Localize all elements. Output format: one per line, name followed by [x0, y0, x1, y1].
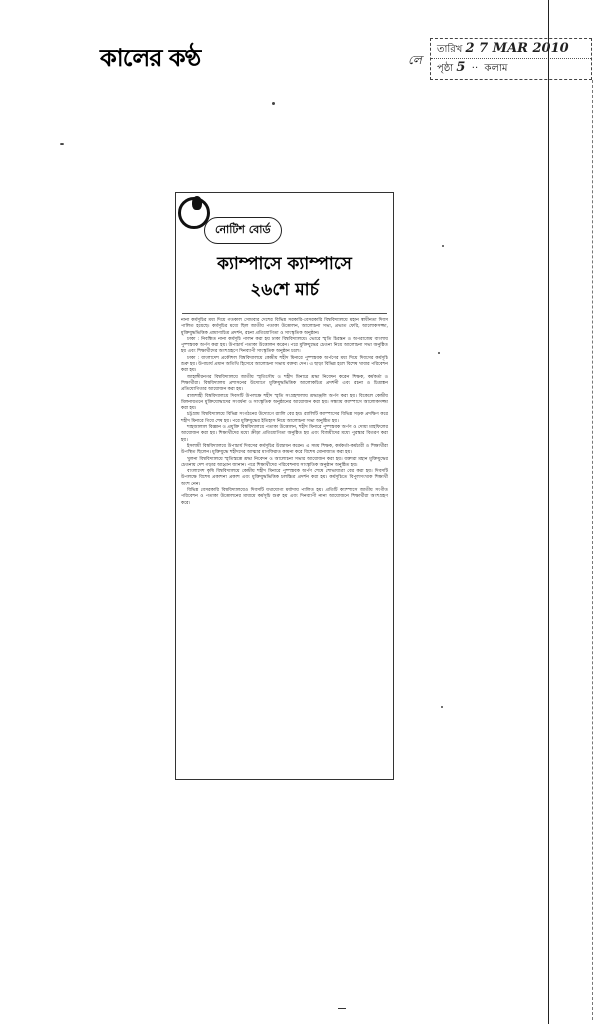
page-label: পৃষ্ঠা — [437, 63, 454, 74]
article-paragraph: ঢাকা : নিবন্ধিত নানা কর্মসূচি পালন করা হয় ঢাকা বিশ্ববিদ্যালয়ে। ভোরে স্মৃতি চিরন্তন ও অপরাজেয় বাংলায় পুষ্পস্তবক অর্পণ করা হয়। উপাচার্য পতাকা উত্তোলন করেন। পরে মুক্তিযুদ্ধের চেতনা নিয়ে আলোচনা সভা অনুষ্ঠিত হয় এবং শিক্ষার্থীদের অংশগ্রহণে দিনব্যাপী সাংস্কৃতিক অনুষ্ঠান চলে। — [181, 336, 388, 355]
article-body — [181, 318, 388, 507]
page-value: 5 — [456, 60, 466, 75]
article-paragraph: ঢাকা : বাংলাদেশ প্রকৌশল বিশ্ববিদ্যালয়ে কেন্দ্রীয় শহীদ মিনারে পুষ্পস্তবক অর্পণের মধ্য দিয়ে দিবসের কর্মসূচি শুরু হয়। উপাচার্য প্রধান অতিথি হিসেবে আলোচনা সভায় বক্তব্য দেন। এ ছাড়া বিভিন্ন হলে বিশেষ খাবার পরিবেশন করা হয়। — [181, 355, 388, 374]
article-paragraph: চট্টগ্রাম বিশ্ববিদ্যালয়ে বিভিন্ন সংগঠনের উদ্যোগে র‌্যালি বের হয়। র‌্যালিটি ক্যাম্পাসের বিভিন্ন সড়ক প্রদক্ষিণ করে শহীদ মিনারে গিয়ে শেষ হয়। পরে মুক্তিযুদ্ধের ইতিহাস নিয়ে আলোচনা সভা অনুষ্ঠিত হয়। — [181, 412, 388, 424]
article-paragraph: বিভিন্ন বেসরকারি বিশ্ববিদ্যালয়েও দিবসটি যথাযোগ্য মর্যাদায় পালিত হয়। প্রতিটি ক্যাম্পাসে জাতীয় সংগীত পরিবেশন ও পতাকা উত্তোলনের মাধ্যমে কর্মসূচি শুরু হয় এবং দিনব্যাপী নানা আয়োজনে শিক্ষার্থীরা অংশগ্রহণ করে। — [181, 488, 388, 506]
article-paragraph: ইসলামী বিশ্ববিদ্যালয়ে উপাচার্য দিবসের কর্মসূচির উদ্বোধন করেন। এ সময় শিক্ষক, কর্মকর্তা-কর্মচারী ও শিক্ষার্থীরা উপস্থিত ছিলেন। মুক্তিযুদ্ধে শহীদদের আত্মার মাগফিরাত কামনা করে বিশেষ মোনাজাত করা হয়। — [181, 443, 388, 456]
scan-edge-dashed-line — [592, 80, 593, 1020]
article-paragraph: নানা কর্মসূচির মধ্য দিয়ে গতকাল সোমবার দেশের বিভিন্ন সরকারি-বেসরকারি বিশ্ববিদ্যালয়ে মহান স্বাধীনতা দিবস পালিত হয়েছে। কর্মসূচির মধ্যে ছিল জাতীয় পতাকা উত্তোলন, আলোচনা সভা, প্রভাত ফেরি, আলোকসজ্জা, মুক্তিযুদ্ধভিত্তিক প্রামাণ্যচিত্র প্রদর্শন, রচনা প্রতিযোগিতা ও সাংস্কৃতিক অনুষ্ঠান। — [181, 318, 388, 336]
article-paragraph: জাহাঙ্গীরনগর বিশ্ববিদ্যালয়ে জাতীয় স্মৃতিসৌধ ও শহীদ মিনারে শ্রদ্ধা নিবেদন করেন শিক্ষক, কর্মকর্তা ও শিক্ষার্থীরা। বিশ্ববিদ্যালয় প্রশাসনের উদ্যোগে মুক্তিযুদ্ধভিত্তিক আলোকচিত্র প্রদর্শনী এবং রচনা ও চিত্রাঙ্কন প্রতিযোগিতার আয়োজন করা হয়। — [181, 374, 388, 393]
margin-handwriting: লে — [408, 53, 422, 67]
scan-speck — [441, 706, 443, 708]
headline-line-2: ২৬শে মার্চ — [250, 280, 319, 300]
scan-speck — [442, 245, 444, 247]
scan-speck — [272, 102, 275, 105]
newspaper-masthead: কালের কণ্ঠ — [100, 43, 201, 72]
scan-edge-line — [548, 0, 549, 1024]
date-label: তারিখ — [437, 44, 463, 55]
article-paragraph: শাহজালাল বিজ্ঞান ও প্রযুক্তি বিশ্ববিদ্যালয়ে পতাকা উত্তোলন, শহীদ মিনারে পুষ্পস্তবক অর্পণ ও দোয়া মাহফিলের আয়োজন করা হয়। শিক্ষার্থীদের মধ্যে ক্রীড়া প্রতিযোগিতা অনুষ্ঠিত হয় এবং বিজয়ীদের মধ্যে পুরস্কার বিতরণ করা হয়। — [181, 425, 388, 443]
date-value: 2 7 MAR 2010 — [465, 41, 569, 56]
newspaper-clipping — [175, 192, 394, 780]
headline-line-1: ক্যাম্পাসে ক্যাম্পাসে — [217, 254, 352, 274]
article-paragraph: রাজশাহী বিশ্ববিদ্যালয়ে দিবসটি উপলক্ষে শহীদ স্মৃতি সংগ্রহশালায় শ্রদ্ধাঞ্জলি অর্পণ করা হয়। বিকেলে কেন্দ্রীয় মিলনায়তনে মুক্তিযোদ্ধাদের সংবর্ধনা ও সাংস্কৃতিক অনুষ্ঠানের আয়োজন করা হয়। সন্ধ্যায় ক্যাম্পাসে আলোকসজ্জা করা হয়। — [181, 393, 388, 412]
article-paragraph: বাংলাদেশ কৃষি বিশ্ববিদ্যালয়ে কেন্দ্রীয় শহীদ মিনারে পুষ্পস্তবক অর্পণ শেষে শোভাযাত্রা বের করা হয়। দিবসটি উপলক্ষে বিশেষ প্রকাশনা প্রকাশ এবং মুক্তিযুদ্ধভিত্তিক চলচ্চিত্র প্রদর্শন করা হয়। কর্মসূচিতে বিপুলসংখ্যক শিক্ষার্থী অংশ নেন। — [181, 469, 388, 487]
date-stamp: তারিখ 2 7 MAR 2010 পৃষ্ঠা 5 ·· কলাম — [430, 38, 592, 80]
scan-speck — [60, 143, 64, 145]
section-label: নোটিশ বোর্ড — [204, 217, 282, 244]
column-label: কলাম — [484, 63, 508, 74]
article-paragraph: খুলনা বিশ্ববিদ্যালয়ে স্মৃতিস্তম্ভে শ্রদ্ধা নিবেদন ও আলোচনা সভার আয়োজন করা হয়। বক্তারা মহান মুক্তিযুদ্ধের চেতনায় দেশ গড়ার আহ্বান জানান। পরে শিক্ষার্থীদের পরিবেশনায় সাংস্কৃতিক অনুষ্ঠান অনুষ্ঠিত হয়। — [181, 456, 388, 468]
scan-speck — [438, 352, 440, 354]
bottom-scan-mark — [338, 1008, 346, 1009]
headline-rule — [182, 313, 387, 314]
stamp-divider — [431, 58, 591, 59]
